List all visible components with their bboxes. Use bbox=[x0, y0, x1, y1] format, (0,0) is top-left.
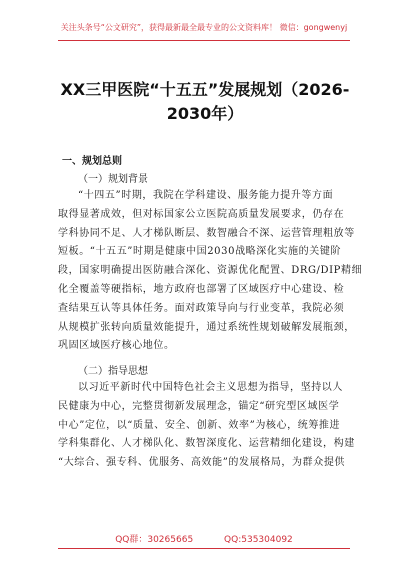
subsection-heading-guiding-thought: （二）指导思想 bbox=[78, 366, 148, 377]
footer-divider bbox=[58, 548, 350, 549]
footer-qq-group: QQ群：30265665 bbox=[115, 535, 194, 545]
footer-contact bbox=[0, 532, 408, 545]
document-title bbox=[60, 78, 350, 126]
paragraph-line: 取得显著成效，但对标国家公立医院高质量发展要求，仍存在 bbox=[58, 208, 345, 220]
paragraph-line: 从规模扩张转向质量效能提升，通过系统性规划破解发展瓶颈， bbox=[58, 321, 355, 333]
paragraph-line: 段，国家明确提出医防融合深化、资源优化配置、DRG/DIP精细 bbox=[58, 265, 363, 277]
paragraph-background bbox=[58, 187, 363, 356]
paragraph-line: 学科协同不足、人才梯队断层、数智融合不深、运营管理粗放等 bbox=[58, 227, 355, 239]
header-divider bbox=[58, 40, 350, 41]
paragraph-line: 短板。“十五五”时期是健康中国2030战略深化实施的关键阶 bbox=[58, 246, 342, 258]
paragraph-line: 民健康为中心，完整贯彻新发展理念，锚定“研究型区域医学 bbox=[58, 400, 340, 412]
paragraph-line: 巩固区域医疗核心地位。 bbox=[58, 340, 175, 352]
title-line-1: XX三甲医院“十五五”发展规划（2026- bbox=[60, 80, 350, 99]
paragraph-line: 学科集群化、人才梯队化、数智深度化、运营精细化建设，构建 bbox=[58, 438, 355, 450]
subsection-heading-background: （一）规划背景 bbox=[78, 174, 148, 185]
title-line-2: 2030年） bbox=[166, 104, 244, 123]
paragraph-line: 查结果互认等具体任务。面对政策导向与行业变革，我院必须 bbox=[58, 302, 345, 314]
section-heading-general: 一、规划总则 bbox=[62, 156, 122, 167]
footer-qq-number: QQ:535304092 bbox=[224, 535, 293, 545]
paragraph-line: “大综合、强专科、优服务、高效能”的发展格局，为群众提供 bbox=[58, 457, 346, 469]
paragraph-line: 化全覆盖等硬指标，地方政府也部署了区域医疗中心建设、检 bbox=[58, 283, 345, 295]
paragraph-guiding-thought bbox=[58, 379, 355, 473]
paragraph-line: 以习近平新时代中国特色社会主义思想为指导，坚持以人 bbox=[78, 382, 343, 393]
paragraph-line: 中心”定位，以“质量、安全、创新、效率”为核心，统筹推进 bbox=[58, 419, 341, 431]
paragraph-line: “十四五”时期，我院在学科建设、服务能力提升等方面 bbox=[78, 190, 334, 201]
header-promo-note: 关注头条号“公文研究”，获得最新最全最专业的公文资料库！ 微信：gongwenyj bbox=[60, 23, 348, 32]
